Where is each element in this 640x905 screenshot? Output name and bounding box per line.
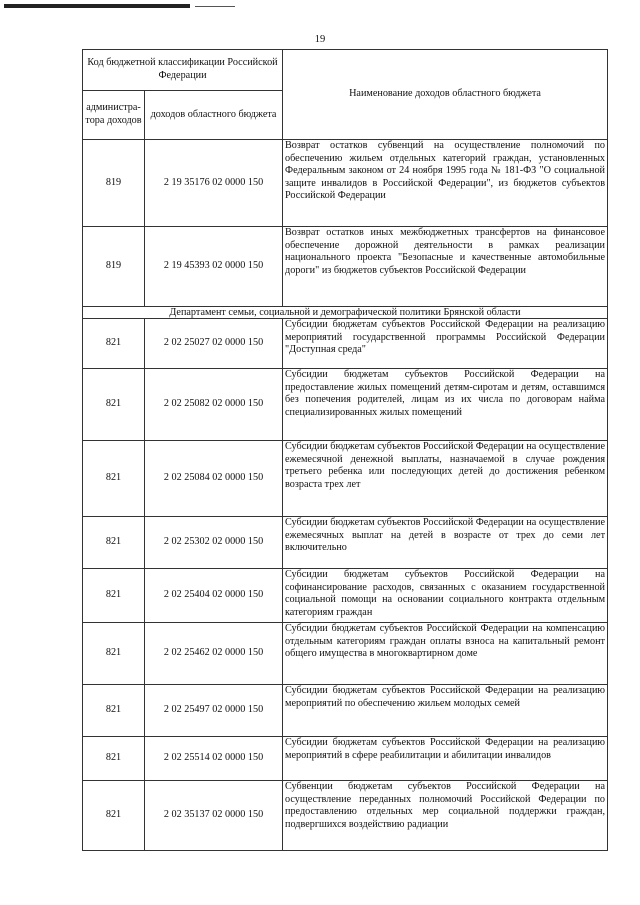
header-admin-col: администра-тора доходов: [83, 91, 145, 140]
admin-code-cell: 821: [83, 369, 145, 441]
income-name-cell: Субсидии бюджетам субъектов Российской Федерации на софинансирование расходов, связанных с оказанием государственной социальной помощи на основании социального контракта отдельным категориям граждан: [283, 569, 608, 623]
header-name-col: Наименование доходов областного бюджета: [283, 50, 608, 140]
income-code-cell: 2 02 25082 02 0000 150: [145, 369, 283, 441]
income-code-cell: 2 02 25514 02 0000 150: [145, 737, 283, 781]
table-row: [83, 369, 608, 441]
income-name-cell: Возврат остатков иных межбюджетных трансфертов на финансовое обеспечение дорожной деятельности в рамках реализации национального проекта "Безопасные и качественные автомобильные дороги" из бюджетов субъектов Российской Федерации: [283, 227, 608, 307]
header-code-group: Код бюджетной классификации Российской Федерации: [83, 50, 283, 91]
top-scan-rule-thin: [195, 6, 235, 7]
admin-code-cell: 819: [83, 140, 145, 227]
income-name-cell: Субсидии бюджетам субъектов Российской Федерации на осуществление ежемесячной денежной выплаты, назначаемой в случае рождения третьего ребенка или последующих детей до достижения ребенком возраста трех лет: [283, 441, 608, 517]
top-scan-rule: [4, 4, 190, 8]
table-header-row: [83, 50, 608, 91]
income-name-cell: Субсидии бюджетам субъектов Российской Федерации на осуществление ежемесячных выплат на детей в возрасте от трех до семи лет включительно: [283, 517, 608, 569]
admin-code-cell: 821: [83, 569, 145, 623]
income-name-cell: Субсидии бюджетам субъектов Российской Федерации на реализацию мероприятий государственной программы Российской Федерации "Доступная среда": [283, 319, 608, 369]
income-name-cell: Возврат остатков субвенций на осуществление полномочий по обеспечению жильем отдельных категорий граждан, установленных Федеральным законом от 24 ноября 1995 года № 181-ФЗ "О социальной защите инвалидов в Российской Федерации", из бюджетов субъектов Российской Федерации: [283, 140, 608, 227]
income-name-cell: Субвенции бюджетам субъектов Российской Федерации на осуществление переданных полномочий Российской Федерации по предоставлению отдельных мер социальной поддержки граждан, подвергшихся воздействию радиации: [283, 781, 608, 851]
income-name-cell: Субсидии бюджетам субъектов Российской Федерации на реализацию мероприятий в сфере реабилитации и абилитации инвалидов: [283, 737, 608, 781]
admin-code-cell: 821: [83, 685, 145, 737]
admin-code-cell: 821: [83, 623, 145, 685]
income-code-cell: 2 02 25462 02 0000 150: [145, 623, 283, 685]
admin-code-cell: 821: [83, 781, 145, 851]
income-code-cell: 2 02 25404 02 0000 150: [145, 569, 283, 623]
section-row: [83, 307, 608, 319]
income-code-cell: 2 02 25497 02 0000 150: [145, 685, 283, 737]
income-code-cell: 2 02 35137 02 0000 150: [145, 781, 283, 851]
table-row: [83, 517, 608, 569]
admin-code-cell: 821: [83, 319, 145, 369]
table-row: [83, 685, 608, 737]
income-code-cell: 2 02 25027 02 0000 150: [145, 319, 283, 369]
income-code-cell: 2 19 45393 02 0000 150: [145, 227, 283, 307]
admin-code-cell: 821: [83, 737, 145, 781]
page-number: 19: [314, 34, 326, 45]
table-row: [83, 569, 608, 623]
income-name-cell: Субсидии бюджетам субъектов Российской Федерации на предоставление жилых помещений детям-сиротам и детям, оставшимся без попечения родителей, лицам из их числа по договорам найма специализированных жилых помещений: [283, 369, 608, 441]
table-row: [83, 737, 608, 781]
admin-code-cell: 821: [83, 441, 145, 517]
table-row: [83, 441, 608, 517]
income-name-cell: Субсидии бюджетам субъектов Российской Федерации на компенсацию отдельным категориям граждан оплаты взноса на капитальный ремонт общего имущества в многоквартирном доме: [283, 623, 608, 685]
table-row: [83, 623, 608, 685]
income-code-cell: 2 02 25084 02 0000 150: [145, 441, 283, 517]
table-row: [83, 319, 608, 369]
table-row: [83, 781, 608, 851]
income-code-cell: 2 19 35176 02 0000 150: [145, 140, 283, 227]
admin-code-cell: 819: [83, 227, 145, 307]
section-title: Департамент семьи, социальной и демографической политики Брянской области: [83, 307, 608, 319]
table-row: [83, 140, 608, 227]
admin-code-cell: 821: [83, 517, 145, 569]
budget-income-table: [82, 49, 608, 851]
header-income-col: доходов областного бюджета: [145, 91, 283, 140]
table-row: [83, 227, 608, 307]
income-name-cell: Субсидии бюджетам субъектов Российской Федерации на реализацию мероприятий по обеспечению жильем молодых семей: [283, 685, 608, 737]
income-code-cell: 2 02 25302 02 0000 150: [145, 517, 283, 569]
